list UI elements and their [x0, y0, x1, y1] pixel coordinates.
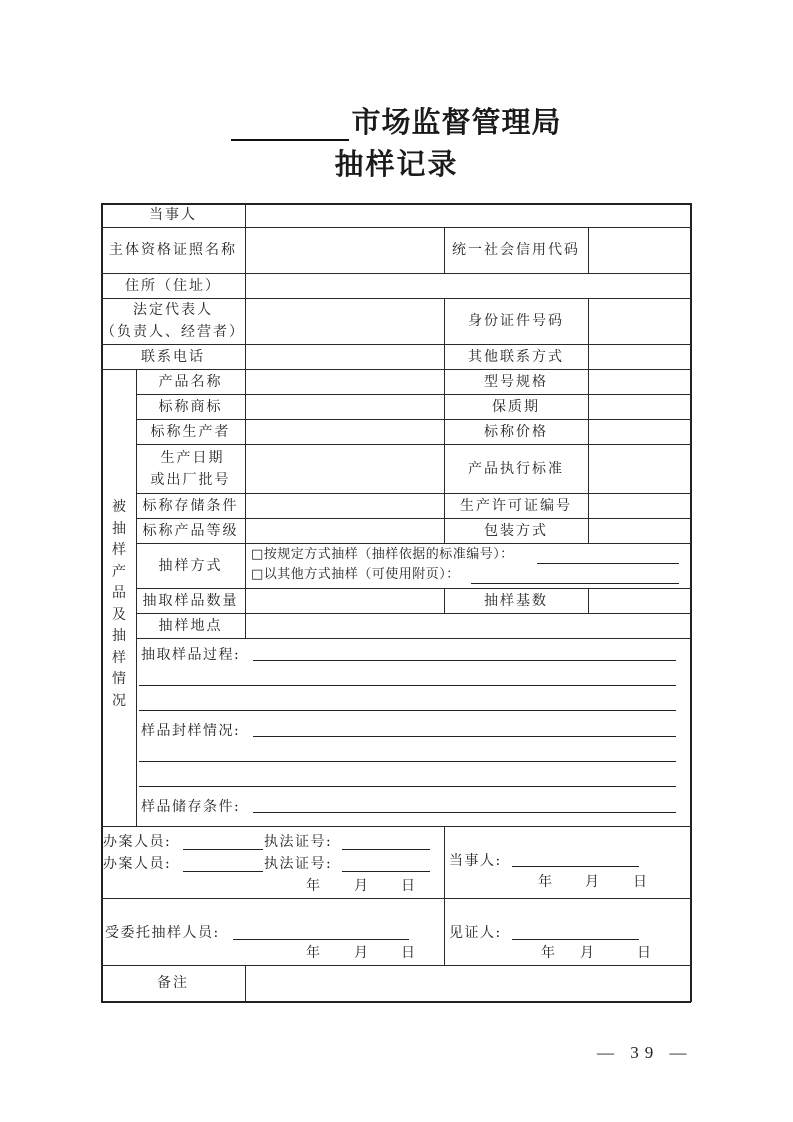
row-divider	[101, 898, 691, 899]
id-number-field[interactable]	[589, 299, 690, 344]
cert1-blank[interactable]	[342, 849, 430, 850]
model-spec-field[interactable]	[589, 370, 690, 394]
officer-date-day: 日	[401, 878, 417, 894]
party-sign-label: 当事人:	[449, 853, 502, 869]
process-line[interactable]	[139, 710, 676, 711]
party-label: 当事人	[149, 207, 197, 223]
method-option-standard[interactable]: □按规定方式抽样（抽样依据的标准编号）：	[251, 547, 514, 562]
other-contact-label: 其他联系方式	[468, 348, 564, 365]
quantity-field[interactable]	[246, 589, 444, 613]
base-field[interactable]	[589, 589, 690, 613]
party-date-day: 日	[633, 874, 649, 890]
license-name-field[interactable]	[246, 228, 444, 273]
storage-cond-line[interactable]	[253, 812, 676, 813]
packaging-field[interactable]	[589, 519, 690, 543]
side-char: 抽	[112, 628, 126, 644]
agency-name-blank[interactable]	[231, 111, 349, 141]
side-char: 抽	[112, 520, 126, 537]
party-date-month: 月	[585, 874, 601, 890]
cert2-blank[interactable]	[342, 871, 430, 872]
party-field[interactable]	[246, 204, 690, 227]
officer-date-year: 年	[306, 878, 322, 894]
method-option-other[interactable]: □以其他方式抽样（可使用附页）：	[251, 567, 460, 582]
seal-line[interactable]	[139, 786, 676, 787]
officer-date-month: 月	[354, 878, 370, 894]
id-number-label: 身份证件号码	[468, 313, 564, 329]
process-line[interactable]	[253, 660, 676, 661]
license-no-label: 生产许可证编号	[460, 497, 572, 514]
packaging-label: 包装方式	[484, 522, 548, 539]
seal-label: 样品封样情况:	[141, 723, 241, 739]
shelf-life-field[interactable]	[589, 395, 690, 419]
manufacturer-field[interactable]	[246, 420, 444, 444]
production-date-label-line2: 或出厂批号	[150, 471, 231, 488]
model-spec-label: 型号规格	[484, 373, 548, 390]
other-contact-field[interactable]	[589, 345, 690, 369]
location-label: 抽样地点	[158, 617, 223, 634]
production-date-label	[136, 444, 245, 493]
storage-field[interactable]	[246, 494, 444, 518]
cert1-label: 执法证号:	[264, 834, 333, 850]
product-name-label: 产品名称	[158, 373, 223, 390]
standard-field[interactable]	[589, 445, 690, 493]
price-label: 标称价格	[484, 423, 548, 440]
production-date-label-line1: 生产日期	[160, 449, 225, 466]
remarks-field[interactable]	[246, 966, 690, 1001]
shelf-life-label: 保质期	[492, 398, 540, 415]
witness-label: 见证人:	[449, 925, 502, 941]
storage-label: 标称存储条件	[142, 497, 239, 514]
entrusted-date-day: 日	[401, 945, 417, 961]
seal-line[interactable]	[139, 761, 676, 762]
price-field[interactable]	[589, 420, 690, 444]
entrusted-date-month: 月	[354, 945, 370, 961]
standard-label: 产品执行标准	[468, 460, 564, 477]
side-char: 被	[112, 499, 126, 515]
entrusted-blank[interactable]	[233, 939, 409, 940]
witness-date-year: 年	[541, 945, 557, 961]
trademark-field[interactable]	[246, 395, 444, 419]
quantity-label: 抽取样品数量	[142, 592, 239, 609]
row-divider	[136, 638, 691, 639]
product-name-field[interactable]	[246, 370, 444, 394]
officer1-blank[interactable]	[183, 849, 263, 850]
side-char: 况	[112, 692, 126, 709]
legal-rep-field[interactable]	[246, 299, 444, 344]
side-char: 及	[112, 606, 126, 623]
sample-section-side-label	[109, 497, 129, 712]
address-field[interactable]	[246, 274, 690, 298]
address-label: 住所（住址）	[125, 277, 221, 294]
side-char: 样	[112, 649, 126, 666]
legal-rep-label	[101, 298, 245, 344]
witness-date-day: 日	[637, 945, 653, 961]
credit-code-field[interactable]	[589, 228, 690, 273]
base-label: 抽样基数	[484, 592, 548, 609]
side-char: 品	[112, 585, 126, 601]
production-date-field[interactable]	[246, 445, 444, 493]
officer1-label: 办案人员:	[103, 834, 172, 850]
legal-rep-label-line1: 法定代表人	[133, 302, 213, 318]
row-divider	[101, 826, 691, 827]
method-label: 抽样方式	[158, 557, 223, 574]
officer2-label: 办案人员:	[103, 856, 172, 872]
officer2-blank[interactable]	[183, 871, 263, 872]
storage-cond-label: 样品储存条件:	[141, 799, 241, 815]
credit-code-label: 统一社会信用代码	[452, 242, 580, 258]
witness-blank[interactable]	[512, 939, 639, 940]
legal-rep-label-line2: （负责人、经营者）	[101, 324, 245, 340]
grade-label: 标称产品等级	[142, 522, 239, 539]
phone-field[interactable]	[246, 345, 444, 369]
side-char: 产	[112, 563, 126, 580]
phone-label: 联系电话	[141, 348, 205, 365]
entrusted-label: 受委托抽样人员:	[105, 925, 220, 941]
side-char: 样	[112, 542, 126, 558]
grade-field[interactable]	[246, 519, 444, 543]
agency-title	[0, 100, 793, 141]
cert2-label: 执法证号:	[264, 856, 333, 872]
process-line[interactable]	[139, 685, 676, 686]
side-char: 情	[112, 671, 126, 687]
document-title: 抽样记录	[334, 147, 459, 181]
party-date-year: 年	[538, 874, 554, 890]
page-number: — 39 —	[597, 1043, 693, 1062]
table-border-right	[690, 203, 692, 1002]
entrusted-date-year: 年	[306, 945, 322, 961]
trademark-label: 标称商标	[158, 398, 223, 415]
location-field[interactable]	[246, 614, 690, 638]
other-method-blank[interactable]	[471, 583, 679, 584]
manufacturer-label: 标称生产者	[150, 423, 231, 440]
agency-suffix: 市场监督管理局	[351, 105, 562, 139]
process-label: 抽取样品过程:	[141, 647, 241, 663]
witness-date-month: 月	[580, 945, 596, 961]
col-divider	[444, 826, 445, 965]
standard-number-blank[interactable]	[537, 563, 679, 564]
license-name-label: 主体资格证照名称	[109, 242, 237, 258]
table-border-bottom	[101, 1001, 691, 1003]
party-sign-blank[interactable]	[512, 866, 639, 867]
license-no-field[interactable]	[589, 494, 690, 518]
seal-line[interactable]	[253, 736, 676, 737]
remarks-label: 备注	[157, 975, 189, 991]
